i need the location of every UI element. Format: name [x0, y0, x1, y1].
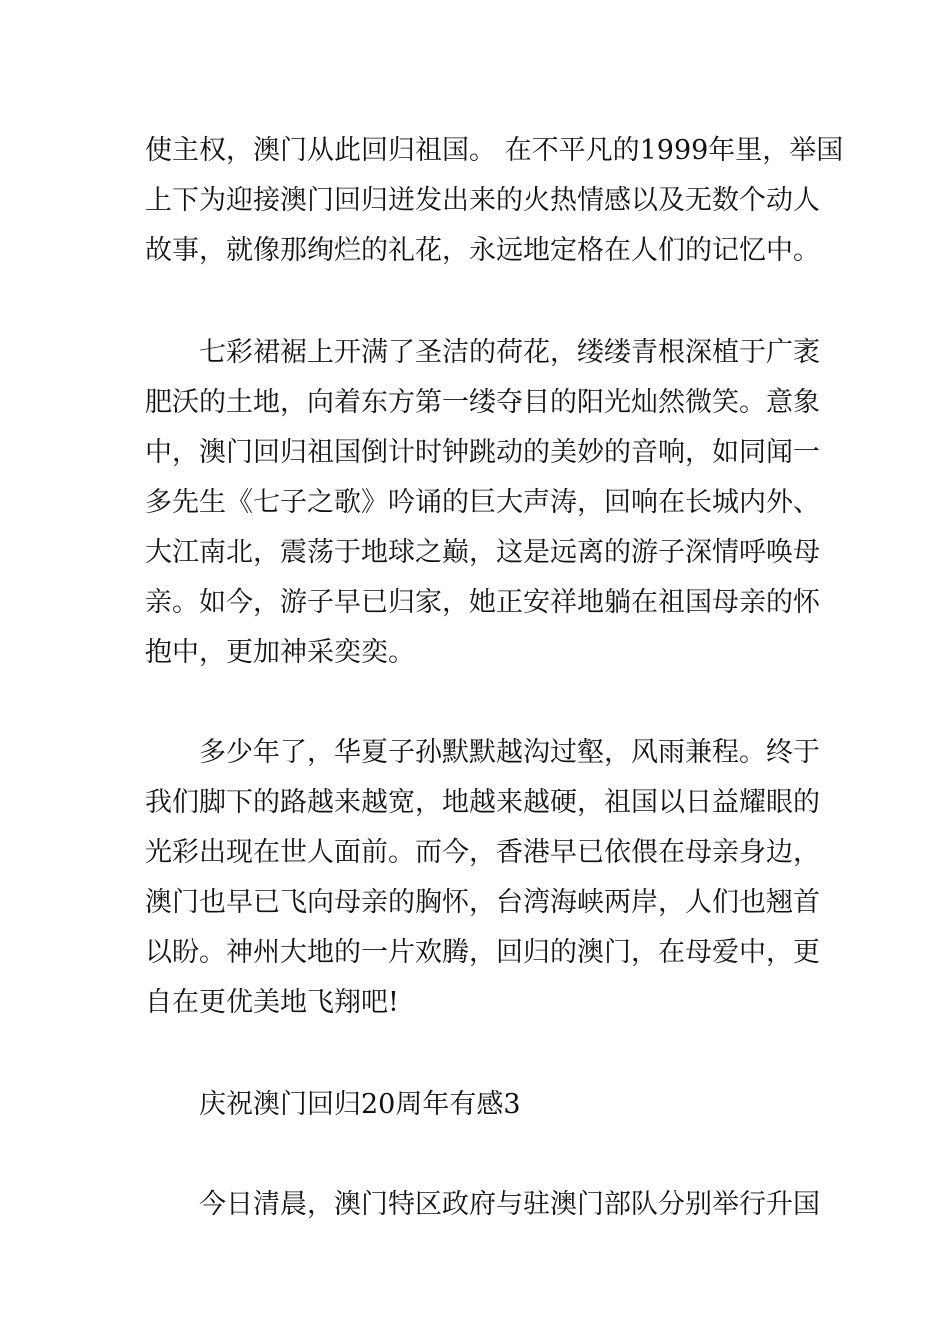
- text-line: 多少年了，华夏子孙默默越沟过壑，风雨兼程。终于: [199, 737, 820, 768]
- section-heading: 庆祝澳门回归20周年有感3: [199, 1089, 521, 1120]
- text-line: 自在更优美地飞翔吧!: [145, 987, 399, 1018]
- text-line: 光彩出现在世人面前。而今，香港早已依偎在母亲身边，: [145, 837, 820, 868]
- text-line: 故事，就像那绚烂的礼花，永远地定格在人们的记忆中。: [145, 235, 820, 266]
- text-line: 亲。如今，游子早已归家，她正安祥地躺在祖国母亲的怀: [145, 587, 820, 618]
- text-line: 抱中，更加神采奕奕。: [145, 637, 415, 668]
- text-line: 使主权，澳门从此回归祖国。 在不平凡的1999年里，举国: [145, 135, 844, 166]
- text-line: 肥沃的土地，向着东方第一缕夺目的阳光灿然微笑。意象: [145, 387, 820, 418]
- text-line: 多先生《七子之歌》吟诵的巨大声涛，回响在长城内外、: [145, 487, 820, 518]
- text-line: 以盼。神州大地的一片欢腾，回归的澳门，在母爱中，更: [145, 937, 820, 968]
- text-line: 上下为迎接澳门回归迸发出来的火热情感以及无数个动人: [145, 185, 820, 216]
- text-line: 我们脚下的路越来越宽，地越来越硬，祖国以日益耀眼的: [145, 787, 820, 818]
- text-line: 七彩裙裾上开满了圣洁的荷花，缕缕青根深植于广袤: [199, 337, 820, 368]
- text-line: 大江南北，震荡于地球之巅，这是远离的游子深情呼唤母: [145, 537, 820, 568]
- text-line: 今日清晨，澳门特区政府与驻澳门部队分别举行升国: [199, 1189, 820, 1220]
- text-line: 澳门也早已飞向母亲的胸怀，台湾海峡两岸，人们也翘首: [145, 887, 820, 918]
- text-line: 中，澳门回归祖国倒计时钟跳动的美妙的音响，如同闻一: [145, 437, 820, 468]
